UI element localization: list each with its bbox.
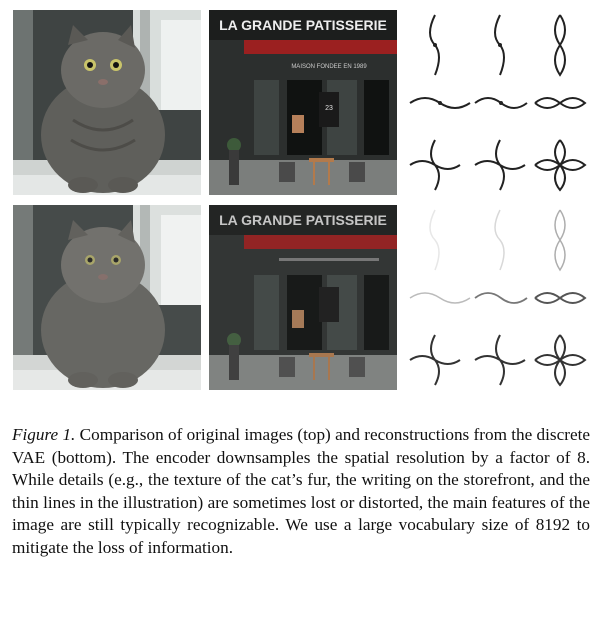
storefront-photo [209, 10, 397, 195]
curve-illustration [405, 10, 593, 195]
storefront-subtitle: MAISON FONDEE EN 1989 [291, 64, 367, 70]
original-illustration [405, 10, 593, 195]
figure-caption-text: Comparison of original images (top) and reconstructions from the discrete VAE (bottom). The encoder downsamples the spatial resolution by a factor of 8. While details (e.g., the texture of the cat’s fur, the writing on the storefront, and the thin lines in the illustration) are sometimes lost or distorted, the main features of the image are still typically recognizable. We use a large vocabulary size of 8192 to mitigate the loss of information. [12, 425, 590, 557]
original-storefront-image [209, 10, 397, 195]
door-number: 23 [325, 105, 333, 112]
original-cat-image [13, 10, 201, 195]
storefront-photo-reconstruction [209, 205, 397, 390]
cat-photo [13, 10, 201, 195]
figure-label: Figure 1. [12, 425, 76, 444]
storefront-sign-reconstructed: LA GRANDE PATISSERIE [219, 212, 387, 228]
reconstructed-illustration [405, 205, 593, 390]
storefront-sign: LA GRANDE PATISSERIE [219, 17, 387, 33]
curve-illustration-reconstruction [405, 205, 593, 390]
reconstructed-storefront-image [209, 205, 397, 390]
figure-caption [12, 424, 590, 560]
cat-photo-reconstruction [13, 205, 201, 390]
reconstructed-cat-image [13, 205, 201, 390]
